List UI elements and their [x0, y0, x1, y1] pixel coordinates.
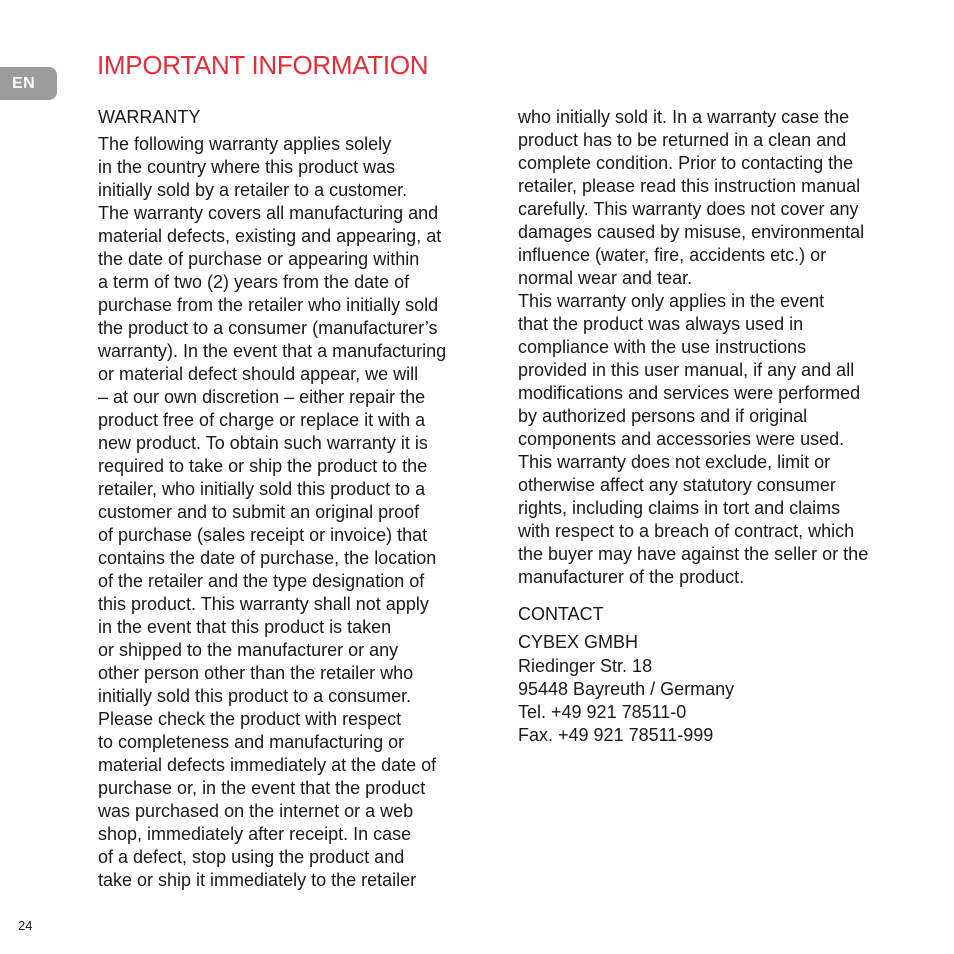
- text-line: customer and to submit an original proof: [98, 502, 420, 522]
- warranty-text-left: [98, 133, 483, 892]
- address-line: Fax. +49 921 78511-999: [518, 725, 714, 745]
- text-line: by authorized persons and if original: [518, 406, 808, 426]
- text-line: of purchase (sales receipt or invoice) that: [98, 525, 428, 545]
- text-line: otherwise affect any statutory consumer: [518, 475, 836, 495]
- text-line: components and accessories were used.: [518, 429, 845, 449]
- text-line: the buyer may have against the seller or the: [518, 544, 869, 564]
- warranty-heading: WARRANTY: [98, 107, 201, 127]
- contact-section: [518, 603, 908, 747]
- text-line: the product to a consumer (manufacturer’s: [98, 318, 438, 338]
- text-line: required to take or ship the product to the: [98, 456, 428, 476]
- text-line: or shipped to the manufacturer or any: [98, 640, 399, 660]
- text-line: This warranty only applies in the event: [518, 291, 825, 311]
- text-line: shop, immediately after receipt. In case: [98, 824, 412, 844]
- text-line: that the product was always used in: [518, 314, 804, 334]
- warranty-text-right: [518, 106, 908, 589]
- text-line: The following warranty applies solely: [98, 134, 392, 154]
- text-line: the date of purchase or appearing within: [98, 249, 420, 269]
- text-line: was purchased on the internet or a web: [98, 801, 414, 821]
- text-line: to completeness and manufacturing or: [98, 732, 405, 752]
- text-line: a term of two (2) years from the date of: [98, 272, 410, 292]
- language-tab: EN: [0, 67, 57, 100]
- text-line: normal wear and tear.: [518, 268, 693, 288]
- text-line: contains the date of purchase, the location: [98, 548, 437, 568]
- text-line: warranty). In the event that a manufacturing: [98, 341, 447, 361]
- text-line: complete condition. Prior to contacting the: [518, 153, 854, 173]
- text-line: The warranty covers all manufacturing and: [98, 203, 439, 223]
- text-line: with respect to a breach of contract, which: [518, 521, 855, 541]
- text-line: Please check the product with respect: [98, 709, 402, 729]
- text-line: other person other than the retailer who: [98, 663, 414, 683]
- text-line: carefully. This warranty does not cover any: [518, 199, 859, 219]
- text-line: initially sold this product to a consumer.: [98, 686, 412, 706]
- text-line: product has to be returned in a clean and: [518, 130, 847, 150]
- text-line: initially sold by a retailer to a customer.: [98, 180, 408, 200]
- text-line: new product. To obtain such warranty it is: [98, 433, 428, 453]
- text-line: manufacturer of the product.: [518, 567, 745, 587]
- text-line: damages caused by misuse, environmental: [518, 222, 865, 242]
- company-name: CYBEX GMBH: [518, 632, 639, 652]
- text-line: influence (water, fire, accidents etc.) or: [518, 245, 827, 265]
- text-line: This warranty does not exclude, limit or: [518, 452, 831, 472]
- warranty-column-right: [518, 106, 908, 747]
- warranty-column-left: [98, 106, 483, 892]
- text-line: modifications and services were performed: [518, 383, 861, 403]
- address-line: 95448 Bayreuth / Germany: [518, 679, 735, 699]
- text-line: of a defect, stop using the product and: [98, 847, 405, 867]
- contact-address: [518, 655, 908, 747]
- text-line: rights, including claims in tort and claims: [518, 498, 841, 518]
- text-line: retailer, please read this instruction manual: [518, 176, 861, 196]
- page-number: 24: [18, 918, 33, 933]
- page-title: IMPORTANT INFORMATION: [97, 50, 429, 80]
- text-line: retailer, who initially sold this product to a: [98, 479, 426, 499]
- text-line: who initially sold it. In a warranty case the: [518, 107, 850, 127]
- address-line: Riedinger Str. 18: [518, 656, 653, 676]
- text-line: product free of charge or replace it with a: [98, 410, 426, 430]
- text-line: provided in this user manual, if any and all: [518, 360, 855, 380]
- text-line: material defects immediately at the date of: [98, 755, 437, 775]
- text-line: purchase from the retailer who initially sold: [98, 295, 439, 315]
- text-line: compliance with the use instructions: [518, 337, 807, 357]
- address-line: Tel. +49 921 78511-0: [518, 702, 687, 722]
- text-line: – at our own discretion – either repair the: [98, 387, 426, 407]
- text-line: material defects, existing and appearing, at: [98, 226, 442, 246]
- text-line: in the event that this product is taken: [98, 617, 392, 637]
- text-line: in the country where this product was: [98, 157, 396, 177]
- text-line: purchase or, in the event that the product: [98, 778, 426, 798]
- text-line: or material defect should appear, we will: [98, 364, 419, 384]
- text-line: take or ship it immediately to the retailer: [98, 870, 417, 890]
- text-line: of the retailer and the type designation of: [98, 571, 425, 591]
- text-line: this product. This warranty shall not apply: [98, 594, 429, 614]
- contact-heading: CONTACT: [518, 604, 604, 624]
